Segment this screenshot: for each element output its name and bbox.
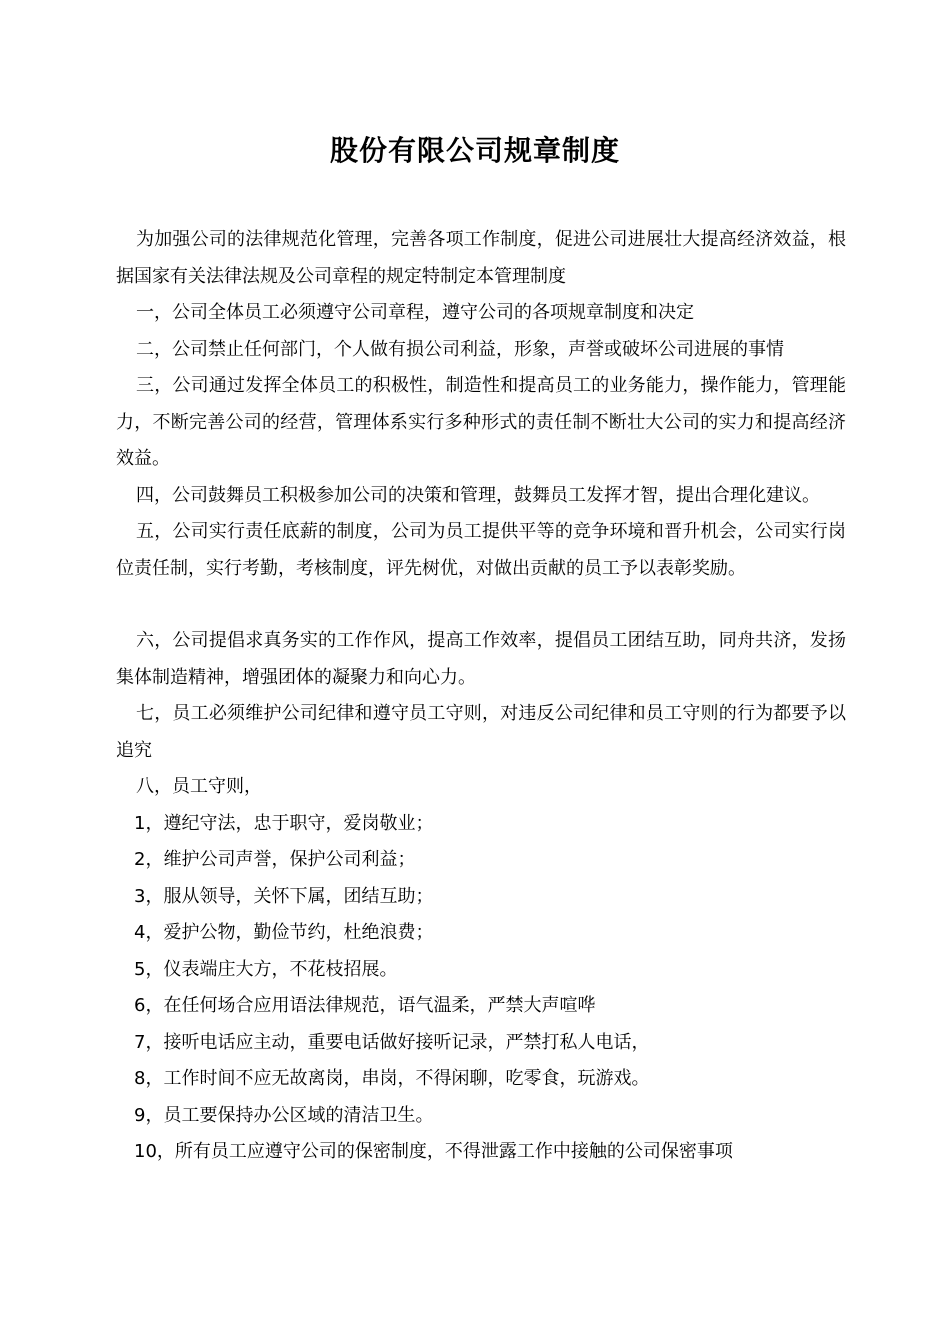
article-4: 四，公司鼓舞员工积极参加公司的决策和管理，鼓舞员工发挥才智，提出合理化建议。 [136, 484, 820, 506]
article-3: 三，公司通过发挥全体员工的积极性，制造性和提高员工的业务能力，操作能力，管理能力，不断完善公司的经营，管理体系实行多种形式的责任制不断壮大公司的实力和提高经济效益。 [116, 375, 846, 469]
code-item-9: 9，员工要保持办公区域的清洁卫生。 [134, 1104, 434, 1126]
article-5: 五，公司实行责任底薪的制度，公司为员工提供平等的竞争环境和晋升机会，公司实行岗位责任制，实行考勤，考核制度，评先树优，对做出贡献的员工予以表彰奖励。 [116, 521, 846, 579]
document-body [116, 222, 846, 1171]
code-item-2: 2，维护公司声誉，保护公司利益； [134, 849, 416, 870]
code-item-3: 3，服从领导，关怀下属，团结互助； [134, 885, 434, 907]
code-item-5: 5，仪表端庄大方，不花枝招展。 [134, 958, 398, 980]
article-7: 七，员工必须维护公司纪律和遵守员工守则，对违反公司纪律和员工守则的行为都要予以追究 [116, 703, 846, 761]
code-item-8: 8，工作时间不应无故离岗，串岗，不得闲聊，吃零食，玩游戏。 [134, 1068, 650, 1089]
article-1: 一，公司全体员工必须遵守公司章程，遵守公司的各项规章制度和决定 [136, 302, 694, 323]
article-2: 二，公司禁止任何部门，个人做有损公司利益，形象，声誉或破坏公司进展的事情 [136, 338, 784, 360]
document-title: 股份有限公司规章制度 [329, 134, 620, 167]
code-item-7: 7，接听电话应主动，重要电话做好接听记录，严禁打私人电话， [134, 1031, 650, 1053]
article-6: 六，公司提倡求真务实的工作作风，提高工作效率，提倡员工团结互助，同舟共济，发扬集体制造精神，增强团体的凝聚力和向心力。 [116, 630, 846, 688]
article-8: 八，员工守则， [136, 776, 262, 797]
code-item-1: 1，遵纪守法，忠于职守，爱岗敬业； [134, 812, 434, 834]
code-item-4: 4，爱护公物，勤俭节约，杜绝浪费； [134, 922, 434, 943]
intro-paragraph: 为加强公司的法律规范化管理，完善各项工作制度，促进公司进展壮大提高经济效益，根据国家有关法律法规及公司章程的规定特制定本管理制度 [116, 229, 846, 287]
code-item-10: 10，所有员工应遵守公司的保密制度，不得泄露工作中接触的公司保密事项 [134, 1141, 733, 1162]
code-item-6: 6，在任何场合应用语法律规范，语气温柔，严禁大声喧哗 [134, 995, 596, 1016]
employee-code-list [116, 806, 846, 1171]
